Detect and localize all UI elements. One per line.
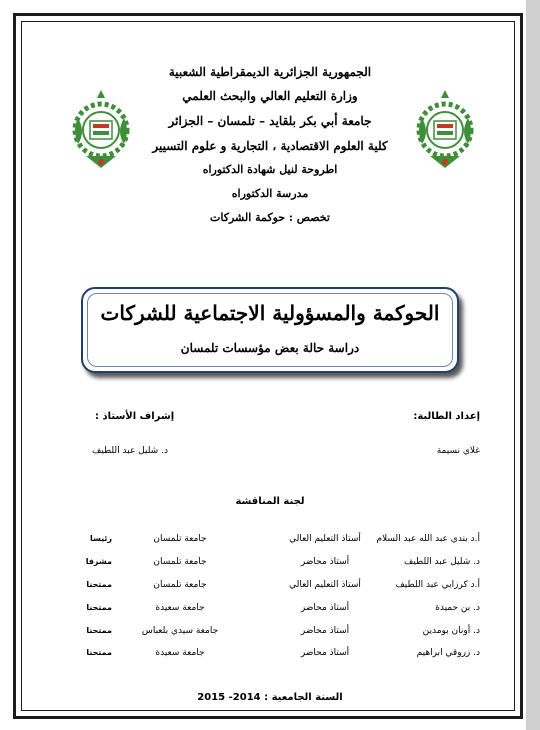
page-edge xyxy=(526,0,540,730)
member-role: ممتحنا xyxy=(86,580,112,589)
member-rank: أستاذ التعليم العالي xyxy=(289,580,361,590)
member-name: أ.د بندي عبد الله عبد السلام xyxy=(376,534,480,544)
member-rank: أستاذ محاضر xyxy=(300,648,350,658)
member-name: د. بن حميدة xyxy=(435,603,480,613)
title-box xyxy=(81,287,459,373)
supervisor-label: إشراف الأستاذ : xyxy=(95,411,175,422)
committee-heading: لجنة المناقشة xyxy=(235,496,305,507)
member-university: جامعة تلمسان xyxy=(153,534,207,544)
doctoral-school: مدرسة الدكتوراه xyxy=(231,187,309,200)
member-university: جامعة سيدي بلعباس xyxy=(141,626,219,636)
member-role: رئيسا xyxy=(89,534,112,543)
academic-year: السنة الجامعية : 2014- 2015 xyxy=(197,692,343,703)
member-role: ممتحنا xyxy=(86,648,112,657)
member-rank: أستاذ التعليم العالي xyxy=(289,534,361,544)
committee-row xyxy=(0,557,540,571)
member-role: مشرفا xyxy=(85,557,112,566)
member-university: جامعة سعيدة xyxy=(155,648,205,658)
emblem-icon xyxy=(410,88,480,173)
thesis-type: اطروحة لنيل شهادة الدكتوراه xyxy=(202,163,338,176)
committee-row xyxy=(0,626,540,640)
supervisor-name: د. شليل عبد اللطيف xyxy=(92,446,168,456)
member-name: د. شليل عبد اللطيف xyxy=(404,557,480,567)
member-name: د. أونان بومدين xyxy=(422,626,480,636)
member-role: ممتحنا xyxy=(86,626,112,635)
university-name: جامعة أبي بكر بلقايد – تلمسان – الجزائر xyxy=(168,114,372,128)
member-name: أ.د كرزابي عبد اللطيف xyxy=(395,580,480,590)
faculty-name: كلية العلوم الاقتصادية ، التجارية و علوم التسيير xyxy=(152,139,388,153)
member-rank: أستاذ محاضر xyxy=(300,557,350,567)
thesis-title: الحوكمة والمسؤولية الاجتماعية للشركات xyxy=(100,301,440,325)
member-university: جامعة سعيدة xyxy=(155,603,205,613)
republic-name: الجمهورية الجزائرية الديمقراطية الشعبية xyxy=(168,65,372,79)
committee-row xyxy=(0,580,540,594)
student-name: غلاي نسيمة xyxy=(436,446,480,456)
committee-row xyxy=(0,534,540,548)
specialty: تخصص : حوكمة الشركات xyxy=(210,211,330,224)
member-university: جامعة تلمسان xyxy=(153,580,207,590)
member-university: جامعة تلمسان xyxy=(153,557,207,567)
member-rank: أستاذ محاضر xyxy=(300,603,350,613)
committee-row xyxy=(0,648,540,662)
member-role: ممتحنا xyxy=(86,603,112,612)
prepared-by-label: إعداد الطالبة: xyxy=(413,411,480,422)
committee-row xyxy=(0,603,540,617)
member-rank: أستاذ محاضر xyxy=(300,626,350,636)
ministry-name: وزارة التعليم العالي والبحث العلمي xyxy=(182,89,358,103)
university-emblem-right xyxy=(410,88,480,173)
thesis-subtitle: دراسة حالة بعض مؤسسات تلمسان xyxy=(180,341,360,355)
member-name: د. زروقي ابراهيم xyxy=(416,648,480,658)
